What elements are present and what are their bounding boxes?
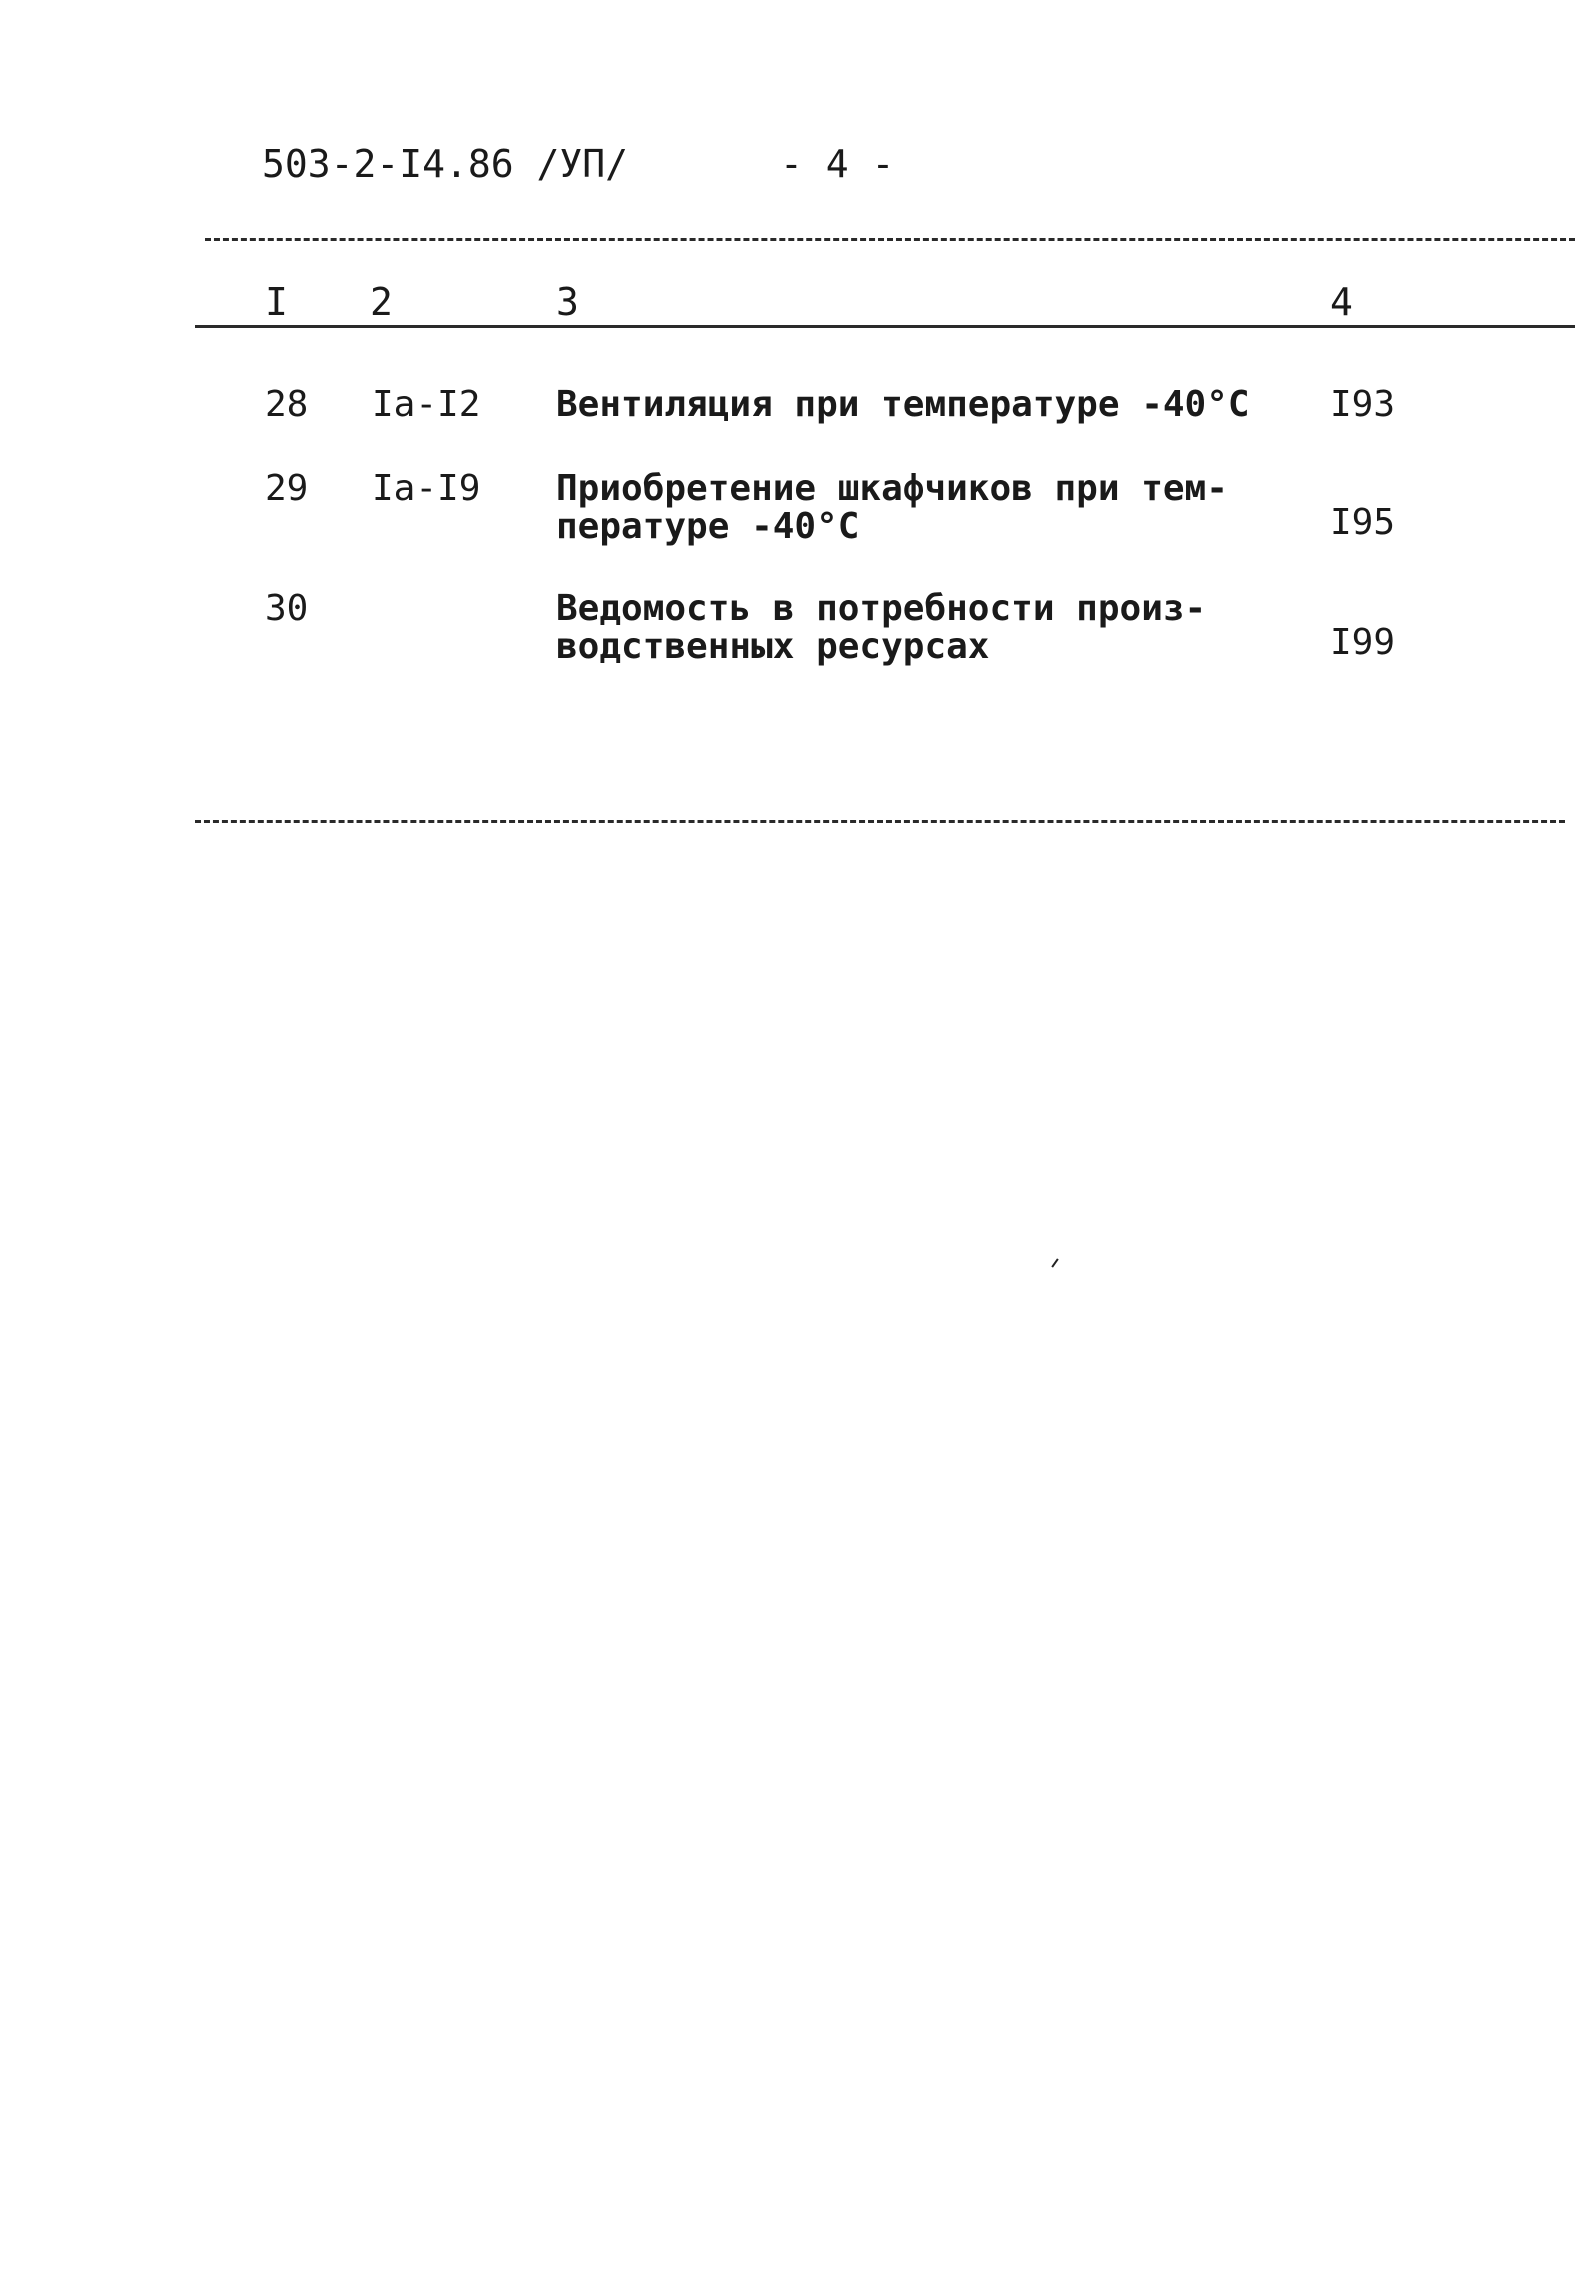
row-page: I95 <box>1330 502 1396 543</box>
bottom-divider <box>195 820 1565 823</box>
row-number: 29 <box>265 468 309 509</box>
column-header-1: I <box>265 280 288 324</box>
row-page: I93 <box>1330 384 1396 425</box>
row-number: 28 <box>265 384 309 425</box>
stray-mark <box>1051 1258 1058 1267</box>
document-code: 503-2-I4.86 /УП/ <box>262 142 629 186</box>
column-header-3: 3 <box>556 280 579 324</box>
row-page: I99 <box>1330 622 1396 663</box>
column-header-2: 2 <box>370 280 393 324</box>
column-header-4: 4 <box>1330 280 1353 324</box>
row-number: 30 <box>265 588 309 629</box>
header-divider <box>195 325 1575 328</box>
row-title-line: Ведомость в потребности произ- <box>556 588 1207 629</box>
row-reference: Iа-I2 <box>372 384 481 425</box>
page-number: - 4 - <box>780 142 895 186</box>
row-title-line: водственных ресурсах <box>556 626 990 667</box>
top-divider <box>205 238 1575 241</box>
row-title-line: Вентиляция при температуре -40°С <box>556 384 1250 425</box>
row-title-line: пературе -40°С <box>556 506 860 547</box>
row-title-line: Приобретение шкафчиков при тем- <box>556 468 1228 509</box>
row-reference: Iа-I9 <box>372 468 481 509</box>
